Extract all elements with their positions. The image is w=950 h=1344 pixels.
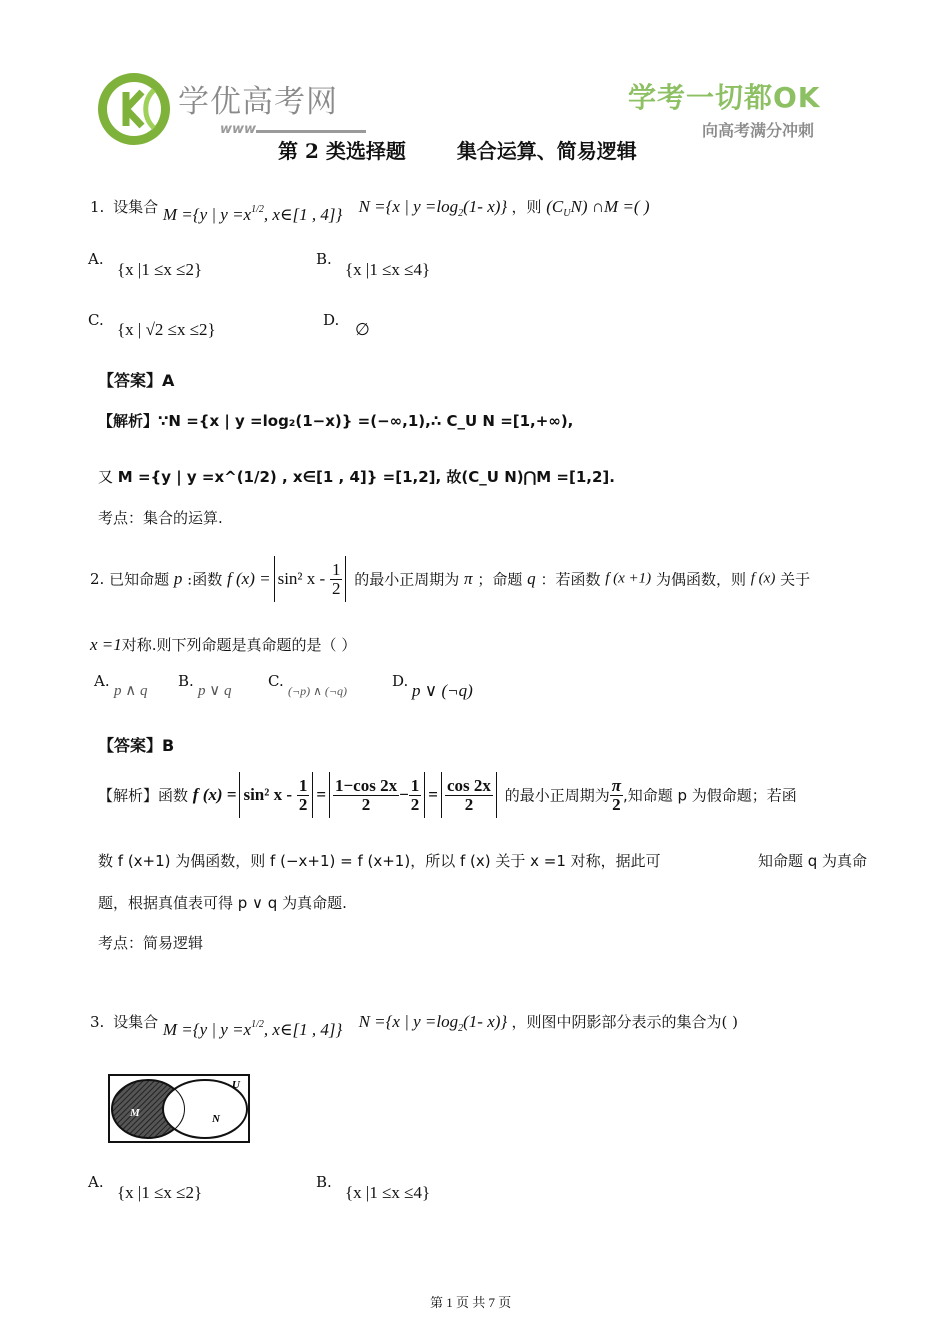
q1-point: 考点：集合的运算. [98,509,223,527]
venn-label-n: N [212,1113,220,1125]
q2-sol-f: f (x) = [192,785,237,804]
q1-option-a-label: A. [88,250,104,268]
logo-text: 学优高考网 [178,84,338,120]
q2-sol-pi: π [611,775,621,795]
page-title [278,135,637,164]
q2-sol-abs-2l [329,772,330,818]
q2-option-c-label: C. [268,672,284,690]
q2-abs-main: sin² x - [277,569,326,588]
q2-p: p [173,569,183,588]
q2-stem-3: 的最小正周期为 [354,570,460,589]
venn-label-m: M [130,1107,140,1119]
q1-solution-2-body: M ={y | y =x^(1/2) , x∈[1 , 4]} =[1,2], 故(C_U N)⋂M =[1,2]. [117,468,615,486]
venn-diagram [106,1072,256,1146]
q2-sol-mid: 的最小正周期为 [504,786,610,805]
q3-N-def: N ={x | y =log [358,1012,459,1031]
q2-stem-5: ：若函数 [540,570,601,589]
q1-stem [90,196,650,224]
logo-icon [96,70,176,148]
q2-stem-7: 关于 [780,570,811,589]
q2-sol-cos-frac-2 [445,777,493,814]
q2-q: q [527,569,536,588]
q2-sol-abs-1l [239,772,240,818]
q1-N-base: 2 [458,208,464,219]
q1-option-c-label: C. [88,311,104,329]
q2-sol-pre: 【解析】函数 [98,786,189,805]
q2-sol-cos-2: cos 2x [446,775,491,795]
q1-solution-2-pre: 又 [98,468,114,486]
q3-N [358,1012,512,1034]
q2-abs-left [274,556,275,602]
q1-M [163,205,347,224]
title-main: 第 2 类选择题 [278,139,406,163]
q2-option-d-label: D. [392,672,409,690]
title-sub: 集合运算、简易逻辑 [456,139,637,163]
logo-url: www [220,122,257,137]
q2-sol-sin: sin² x - [243,785,293,804]
q2-fx1: f (x +1) [605,570,652,587]
slogan: 学考一切都OK [628,81,821,114]
q2-sol-half-2 [409,777,422,814]
logo-underline [256,130,366,133]
q2-sol-half-2-n: 1 [410,775,420,795]
q2-sol-half-1 [297,777,310,814]
q1-ask-sub: U [563,208,571,219]
q3-option-b-label: B. [316,1173,332,1191]
q2-stem-line2 [90,634,356,655]
q2-half-d: 2 [331,578,341,598]
q1-N-tail: (1- x)} [463,197,508,216]
q2-sol-two-2: 2 [464,794,474,814]
q2-stem-6: 为偶函数，则 [655,570,746,589]
q2-sol-abs-2r [424,772,425,818]
q1-ask-main: (C [546,197,564,216]
q3-M-tail: , x∈[1 , 4]} [263,1020,343,1039]
q3-M [163,1020,347,1039]
q3-option-b: {x |1 ≤x ≤4} [345,1183,431,1202]
q2-sol-half-2-d: 2 [410,794,420,814]
q1-option-b: {x |1 ≤x ≤4} [345,260,431,279]
q2-sol-cos-frac-1 [333,777,399,814]
q1-solution-2 [98,466,615,487]
q2-pi: π [464,569,473,588]
q1-M-tail: , x∈[1 , 4]} [263,205,343,224]
q3-ask: ，则图中阴影部分表示的集合为( ) [511,1013,738,1031]
q3-option-a: {x |1 ≤x ≤2} [117,1183,203,1202]
q2-sol-abs-1r [312,772,313,818]
q2-solution-2b: 知命题 q 为真命 [758,852,868,870]
q2-option-b-label: B. [178,672,194,690]
q2-sol-half-1-n: 1 [298,775,308,795]
q2-sol-two-1: 2 [361,794,371,814]
q2-option-d: p ∨ (¬q) [412,681,473,700]
q2-fx: f (x) [750,570,776,587]
q2-line2-text: 对称.则下列命题是真命题的是（ ） [121,636,357,654]
q2-option-a: p ∧ q [114,683,148,699]
q3-M-exp: 1/2 [251,1019,264,1030]
q2-half [330,561,343,598]
q2-sol-half-1-d: 2 [298,794,308,814]
q2-stem [90,556,810,612]
q3-option-a-label: A. [88,1173,104,1191]
q2-option-b: p ∨ q [198,683,232,699]
q2-solution-3: 题，根据真值表可得 p ∨ q 为真命题. [98,894,347,912]
page-footer: 第 1 页 共 7 页 [430,1295,512,1310]
q1-option-b-label: B. [316,250,332,268]
q3-N-base: 2 [458,1023,464,1034]
q1-ask-pre: ，则 [511,198,542,216]
q2-half-n: 1 [331,559,341,579]
q1-number: 1. [90,198,105,216]
q1-N [358,197,512,219]
q2-option-c: (¬p) ∧ (¬q) [288,684,347,698]
q2-option-a-label: A. [94,672,110,690]
q2-abs-right [345,556,346,602]
q2-line2-math: x =1 [90,635,122,654]
q2-point: 考点：简易逻辑 [98,934,204,952]
q1-option-c: {x | √2 ≤x ≤2} [117,320,216,339]
q2-number: 2. [90,570,105,588]
q1-option-d: ∅ [355,320,370,339]
q3-number: 3. [90,1013,105,1031]
q1-answer: 【答案】A [98,371,175,390]
q1-option-d-label: D. [323,311,340,329]
q2-sol-abs-3r [496,772,497,818]
q2-stem-2: :函数 [187,570,223,589]
q1-M-def: M ={y | y =x [162,205,252,224]
q2-solution-1: 【解析】函数 f (x) = sin² x - $\frac{1}{2}$ = $\frac{1-\cos 2x}{2}$ − $\frac{1}{2}$ = $\frac{\cos 2x}{2}$ 的最小正周期为 $\frac{\pi}{2}$ ,知命题 p 为假命题；若函 [98,772,797,824]
q1-solution-1: 【解析】∵N ={x | y =log₂(1−x)} =(−∞,1),∴ C_U N =[1,+∞), [98,412,574,430]
q2-sol-pi-frac [610,777,623,814]
q1-stem-pre: 设集合 [113,198,159,216]
venn-label-u: U [232,1079,240,1091]
q3-stem-pre: 设集合 [113,1013,159,1031]
q1-ask-tail: N) ∩M =( ) [570,197,650,216]
q3-M-def: M ={y | y =x [162,1020,252,1039]
q2-stem-4: ；命题 [477,570,523,589]
q3-stem [90,1011,738,1039]
q1-N-def: N ={x | y =log [358,197,459,216]
slogan-sub: 向高考满分冲刺 [702,121,815,140]
q2-solution-2: 数 f (x+1) 为偶函数，则 f (−x+1) = f (x+1)，所以 f (x) 关于 x =1 对称，据此可 [98,852,661,870]
q3-N-tail: (1- x)} [463,1012,508,1031]
q2-stem-1: 已知命题 [109,570,170,589]
q1-M-exp: 1/2 [251,204,264,215]
q2-sol-cos-1: 1−cos 2x [335,775,398,795]
q2-f: f (x) = [227,569,271,588]
q2-sol-end: ,知命题 p 为假命题；若函 [622,786,797,805]
q2-sol-two-3: 2 [612,794,621,814]
q2-sol-abs-3l [441,772,442,818]
q1-option-a: {x |1 ≤x ≤2} [117,260,203,279]
q2-answer: 【答案】B [98,736,175,755]
q1-ask [546,197,650,219]
